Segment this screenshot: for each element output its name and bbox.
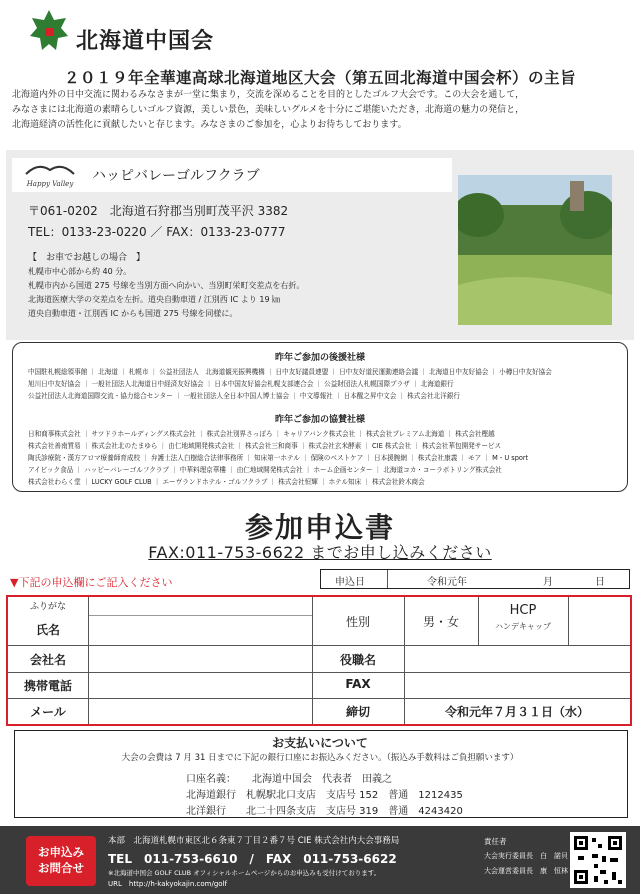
direction-line: 道央自動車道・江別西 IC からも国道 275 号線を同様に。 <box>28 309 238 318</box>
sponsor-line: 中国駐札幌総領事館 ｜ 北海道 ｜ 札幌市 ｜ 公益社団法人 北海道観光振興機構 ｜ 日中友好議員連盟 ｜ 日中友好道民運動連絡会議 ｜ 北海道日中友好協会 ｜ 小樽日中友好協会 <box>28 368 552 376</box>
date-month: 月 <box>543 577 553 588</box>
application-form <box>6 595 632 726</box>
application-date-field[interactable] <box>320 569 630 589</box>
contact-badge: お申込み お問合せ <box>26 836 96 886</box>
venue-name: ハッピバレーゴルフクラブ <box>92 168 260 184</box>
footer-note: ※北海道中国会 GOLF CLUB オフィシャルホームページからのお申込みも受付けております。 <box>108 869 381 877</box>
account-label: 口座名義： <box>186 774 236 785</box>
company-input[interactable] <box>90 647 310 671</box>
date-day: 日 <box>595 577 605 588</box>
company-label: 会社名 <box>29 653 66 667</box>
date-label: 申込日 <box>335 577 365 588</box>
footer-url[interactable]: URL http://h-kakyokajin.com/golf <box>108 880 227 888</box>
cosponsor-title: 昨年ご参加の協賛社様 <box>274 415 365 425</box>
name-input[interactable] <box>90 617 310 643</box>
name-label: 氏名 <box>35 623 60 637</box>
sponsor-line: アイビック食品 ｜ ハッピーバレーゴルフクラブ ｜ 中華料理京華樓 ｜ 由仁地域開発株式会社 ｜ ホーム企画センター ｜ 北海道コカ・コーラボトリング株式会社 <box>28 466 502 474</box>
position-label: 役職名 <box>339 653 376 667</box>
fax-instruction: FAX:011-753-6622 までお申し込みください <box>148 543 492 562</box>
payment-note: 大会の会費は 7 月 31 日までに下記の銀行口座にお振込みください。（振込み手数料はご負担願います） <box>121 753 519 763</box>
sponsor-line: 陶氏診療院・漢方アロマ療養師育成校 ｜ 弁護士法人白樹総合法律事務所 ｜ 知床第一ホテル ｜ 保険のベストケア ｜ 日本援腕網 ｜ 株式会社康義 ｜ モア ｜ M・U sport <box>28 454 529 462</box>
svg-text:Happy Valley: Happy Valley <box>26 180 74 188</box>
support-title: 昨年ご参加の後援社様 <box>274 353 365 363</box>
direction-line: 北海道医療大学の交差点を左折。道央自動車道 / 江別西 IC より 19 ㎞ <box>28 295 281 304</box>
gender-label: 性別 <box>345 615 370 629</box>
responsible-1: 大会実行委員長 白 諾貝 <box>484 852 568 860</box>
footer-tel-fax: TEL 011-753-6610 / FAX 011-753-6622 <box>108 852 397 866</box>
intro-text: 北海道内外の日中交流に関わるみなさまが一堂に集まり，交流を深めることを目的としたゴルフ大会です。この大会を通して， みなさまには北海道の素晴らしいゴルフ資源，美しい景色，美味しいグルメを十分にご堪能いただき，北海道の魅力の発信と， 北海道経済の活性化に貢献したいと存じます。みなさまのご参加を，心よりお待ちしております。 <box>12 90 525 130</box>
org-name: 北海道中国会 <box>76 28 215 54</box>
fax-label: FAX <box>345 677 371 691</box>
furigana-label: ふりがな <box>29 602 66 612</box>
deadline-label: 締切 <box>345 705 370 719</box>
account-name: 北海道中国会 代表者 田義之 <box>252 774 392 785</box>
gender-options[interactable]: 男・女 <box>422 615 459 629</box>
direction-line: 札幌市内から国道 275 号線を当別方面へ向かい、当別町栄町交差点を右折。 <box>28 281 305 290</box>
date-era: 令和元年 <box>427 577 467 588</box>
org-logo-icon <box>28 8 70 56</box>
directions-heading: 【 お車でお越しの場合 】 <box>28 253 146 263</box>
mobile-label: 携帯電話 <box>23 679 72 693</box>
position-input[interactable] <box>406 647 628 671</box>
venue-tel-fax: TEL：0133-23-0220 ／ FAX：0133-23-0777 <box>28 225 286 239</box>
responsible-2: 大会運営委員長 康 恒林 <box>484 867 568 875</box>
qr-code-icon[interactable] <box>570 832 626 888</box>
bank-account-1: 北海道銀行 札幌駅北口支店 支店号 152 普通 1212435 <box>186 790 463 801</box>
email-label: メール <box>30 705 66 719</box>
mobile-input[interactable] <box>90 674 310 697</box>
direction-line: 札幌市中心部から約 40 分。 <box>28 267 132 276</box>
responsible-title: 責任者 <box>484 837 507 846</box>
sponsor-line: 旭川日中友好協会 ｜ 一般社団法人北海道日中経済友好協会 ｜ 日本中国友好協会札幌支部連合会 ｜ 公益財団法人札幌国際プラザ ｜ 北海道銀行 <box>28 380 454 388</box>
deadline-value: 令和元年７月３１日（水） <box>444 705 589 719</box>
application-title: 参加申込書 <box>244 511 395 544</box>
fill-note: ▼下記の申込欄にご記入ください <box>10 576 173 589</box>
golf-course-photo <box>458 175 612 325</box>
sponsor-line: 株式会社わらく堂 ｜ LUCKY GOLF CLUB ｜ エーヴランドホテル・ゴルフクラブ ｜ 株式会社恒輝 ｜ ホテル知床 ｜ 株式会社鈴木商会 <box>28 478 425 486</box>
happy-valley-logo-icon <box>20 160 80 190</box>
sponsor-line: 株式会社善南質易 ｜ 株式会社北のたまゆら ｜ 由仁地域開発株式会社 ｜ 株式会社三和商事 ｜ 株式会社玄米酵素 ｜ CIE 株式会社 ｜ 株式会社華包開発サービス <box>28 442 502 450</box>
sponsor-line: 日和商事株式会社 ｜ サツドラホールディングス株式会社 ｜ 株式会社別界さっぽろ ｜ キャリアバンク株式会社 ｜ 株式会社プレミアム北海道 ｜ 株式会社樫越 <box>28 430 495 438</box>
email-input[interactable] <box>90 700 310 722</box>
hcp-sublabel: ハンデキャップ <box>495 622 551 631</box>
bank-account-2: 北洋銀行 北二十四条支店 支店号 319 普通 4243420 <box>186 806 463 817</box>
venue-address: 〒061-0202 北海道石狩郡当別町茂平沢 3382 <box>28 204 289 218</box>
sponsor-line: 公益社団法人北海道国際交流・協力総合センター ｜ 一般社団法人全日本中国人博士協会 ｜ 中文導報社 ｜ 日本醒之昇中文会 ｜ 株式会社北洋銀行 <box>28 392 460 400</box>
main-title: ２０１９年全華連高球北海道地区大会（第五回北海道中国会杯）の主旨 <box>63 69 576 87</box>
payment-title: お支払いについて <box>272 736 368 750</box>
office-address: 本部 北海道札幌市東区北６条東７丁目２番７号 CIE 株式会社内大会事務局 <box>108 836 400 846</box>
hcp-input[interactable] <box>570 599 628 643</box>
fax-input[interactable] <box>406 674 628 697</box>
hcp-label: HCP <box>509 603 537 618</box>
